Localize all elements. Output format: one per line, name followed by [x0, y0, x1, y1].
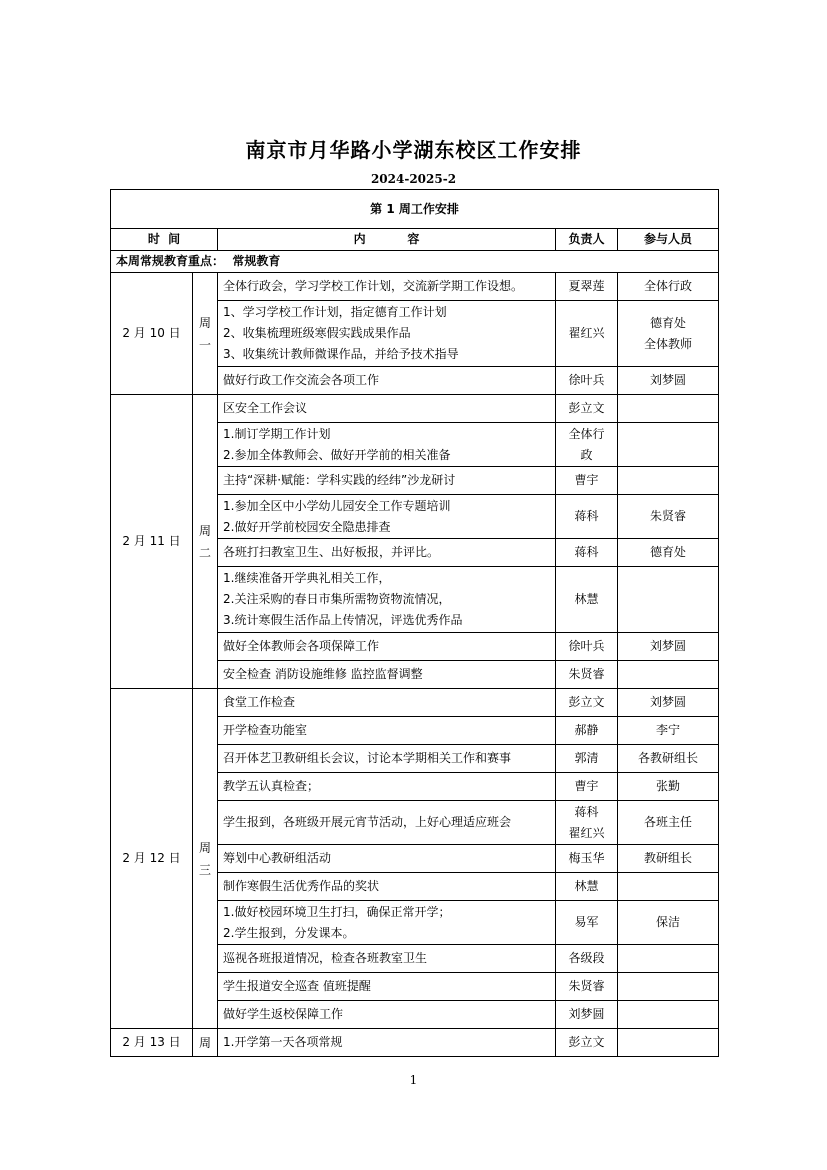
header-content: 内 容: [218, 229, 556, 251]
task-line: 2.学生报到，分发课本。: [223, 925, 355, 940]
task-content: [218, 717, 556, 745]
page-number: 1: [409, 1073, 418, 1087]
weekday: [193, 395, 218, 689]
weekday: [193, 273, 218, 395]
owner-line: 朱贤睿: [568, 667, 605, 681]
owner-line: 夏翠莲: [568, 279, 605, 293]
schedule-row: [111, 689, 719, 717]
task-line: 筹划中心教研组活动: [223, 851, 332, 865]
task-owner: [556, 633, 618, 661]
owner-line: 刘梦圆: [568, 1007, 605, 1021]
schedule-row: [111, 1029, 719, 1057]
day-date: 2 月 10 日: [111, 273, 193, 395]
page-title: 南京市月华路小学湖东校区工作安排: [245, 138, 582, 162]
task-owner: [556, 745, 618, 773]
task-participants: [618, 845, 719, 873]
owner-line: 郝静: [574, 723, 599, 737]
weekday: [193, 689, 218, 1029]
task-line: 1.开学第一天各项常规: [223, 1035, 343, 1049]
task-owner: [556, 301, 618, 367]
task-participants: [618, 423, 719, 467]
task-line: 食堂工作检查: [223, 695, 296, 709]
task-line: 3.统计寒假生活作品上传情况，评选优秀作品: [223, 613, 463, 627]
owner-line: 林慧: [574, 592, 599, 606]
task-owner: [556, 395, 618, 423]
task-content: [218, 745, 556, 773]
task-content: [218, 845, 556, 873]
task-line: 学生报道安全巡查 值班提醒: [223, 979, 371, 993]
task-content: [218, 495, 556, 539]
schedule-table: [110, 189, 719, 1057]
owner-line: 徐叶兵: [568, 373, 605, 387]
task-line: 教学五认真检查；: [223, 779, 320, 793]
task-owner: [556, 1029, 618, 1057]
task-participants: [618, 901, 719, 945]
owner-line: 彭立文: [568, 1035, 605, 1049]
participant-line: 张勤: [656, 779, 681, 793]
task-participants: [618, 717, 719, 745]
task-participants: [618, 689, 719, 717]
task-participants: [618, 873, 719, 901]
task-participants: [618, 567, 719, 633]
task-owner: [556, 273, 618, 301]
owner-line: 彭立文: [568, 695, 605, 709]
owner-line: 蒋科: [574, 509, 599, 523]
task-line: 安全检查 消防设施维修 监控监督调整: [223, 667, 423, 681]
task-owner: [556, 423, 618, 467]
weekday-char: 二: [198, 545, 211, 560]
task-content: [218, 973, 556, 1001]
participant-line: 保洁: [656, 915, 681, 929]
task-line: 主持“深耕·赋能：学科实践的经纬”沙龙研讨: [223, 473, 456, 487]
task-line: 1.制订学期工作计划: [223, 426, 331, 441]
task-content: [218, 873, 556, 901]
task-content: [218, 367, 556, 395]
task-content: [218, 423, 556, 467]
owner-line: 蒋科: [574, 545, 599, 559]
participant-line: 教研组长: [644, 851, 693, 865]
task-line: 2.参加全体教师会、做好开学前的相关准备: [223, 447, 451, 462]
task-owner: [556, 689, 618, 717]
task-participants: [618, 973, 719, 1001]
owner-line: 易军: [574, 915, 599, 929]
weekday-char: 周: [198, 1035, 211, 1050]
task-owner: [556, 873, 618, 901]
task-owner: [556, 901, 618, 945]
task-owner: [556, 945, 618, 973]
task-owner: [556, 495, 618, 539]
owner-line: 翟红兴: [568, 825, 605, 840]
task-owner: [556, 845, 618, 873]
task-content: [218, 773, 556, 801]
task-line: 制作寒假生活优秀作品的奖状: [223, 879, 380, 893]
task-participants: [618, 633, 719, 661]
owner-line: 梅玉华: [568, 851, 605, 865]
task-content: [218, 901, 556, 945]
task-participants: [618, 301, 719, 367]
owner-line: 全体行: [568, 426, 605, 441]
task-owner: [556, 567, 618, 633]
task-line: 1、学习学校工作计划，指定德育工作计划: [223, 305, 447, 319]
task-line: 全体行政会，学习学校工作计划，交流新学期工作设想。: [223, 279, 524, 293]
owner-line: 翟红兴: [568, 326, 605, 340]
task-line: 学生报到，各班级开展元宵节活动，上好心理适应班会: [223, 815, 512, 829]
task-owner: [556, 367, 618, 395]
task-participants: [618, 467, 719, 495]
task-line: 召开体艺卫教研组长会议，讨论本学期相关工作和赛事: [223, 751, 512, 765]
task-content: [218, 1001, 556, 1029]
owner-line: 政: [580, 447, 593, 462]
task-content: [218, 801, 556, 845]
weekday-char: 三: [198, 862, 211, 877]
task-line: 2.做好开学前校园安全隐患排查: [223, 519, 391, 534]
task-participants: [618, 801, 719, 845]
term-label: 2024-2025-2: [370, 172, 457, 186]
task-owner: [556, 801, 618, 845]
schedule-row: [111, 273, 719, 301]
participant-line: 李宁: [656, 723, 681, 737]
participant-line: 德育处: [650, 545, 687, 559]
weekday-char: 周: [198, 840, 211, 855]
header-participants: 参与人员: [618, 229, 719, 251]
task-participants: [618, 539, 719, 567]
day-date: 2 月 12 日: [111, 689, 193, 1029]
weekly-focus: 本周常规教育重点： 常规教育: [111, 251, 719, 273]
task-line: 区安全工作会议: [223, 401, 308, 415]
owner-line: 曹宇: [574, 473, 599, 487]
task-content: [218, 689, 556, 717]
task-participants: [618, 945, 719, 973]
task-line: 做好学生返校保障工作: [223, 1007, 344, 1021]
task-line: 开学检查功能室: [223, 723, 308, 737]
weekday-char: 周: [198, 523, 211, 538]
participant-line: 全体教师: [644, 336, 693, 351]
task-content: [218, 1029, 556, 1057]
task-content: [218, 395, 556, 423]
task-participants: [618, 367, 719, 395]
participant-line: 朱贤睿: [650, 509, 687, 523]
owner-line: 各级段: [568, 951, 605, 965]
task-participants: [618, 745, 719, 773]
task-participants: [618, 1001, 719, 1029]
task-line: 1.做好校园环境卫生打扫，确保正常开学；: [223, 904, 451, 919]
task-line: 1.参加全区中小学幼儿园安全工作专题培训: [223, 498, 451, 513]
task-line: 2.关注采购的春日市集所需物资物流情况，: [223, 592, 451, 606]
task-owner: [556, 773, 618, 801]
task-line: 1.继续准备开学典礼相关工作，: [223, 571, 391, 585]
task-line: 做好全体教师会各项保障工作: [223, 639, 380, 653]
task-owner: [556, 717, 618, 745]
task-owner: [556, 973, 618, 1001]
task-line: 各班打扫教室卫生、出好板报，并评比。: [223, 545, 440, 559]
participant-line: 各教研组长: [638, 751, 699, 765]
owner-line: 曹宇: [574, 779, 599, 793]
task-line: 3、收集统计教师微课作品，并给予技术指导: [223, 347, 459, 361]
task-owner: [556, 539, 618, 567]
task-content: [218, 273, 556, 301]
task-content: [218, 301, 556, 367]
weekday-char: 一: [198, 337, 211, 352]
weekday: [193, 1029, 218, 1057]
participant-line: 刘梦圆: [650, 639, 687, 653]
task-participants: [618, 773, 719, 801]
task-owner: [556, 467, 618, 495]
task-participants: [618, 395, 719, 423]
week-title: 第 1 周工作安排: [111, 190, 719, 229]
owner-line: 林慧: [574, 879, 599, 893]
owner-line: 彭立文: [568, 401, 605, 415]
owner-line: 蒋科: [574, 804, 599, 819]
task-content: [218, 539, 556, 567]
owner-line: 徐叶兵: [568, 639, 605, 653]
header-time: 时 间: [111, 229, 218, 251]
participant-line: 刘梦圆: [650, 695, 687, 709]
owner-line: 朱贤睿: [568, 979, 605, 993]
task-content: [218, 945, 556, 973]
task-participants: [618, 273, 719, 301]
task-content: [218, 467, 556, 495]
participant-line: 全体行政: [644, 279, 693, 293]
task-owner: [556, 1001, 618, 1029]
task-participants: [618, 661, 719, 689]
participant-line: 各班主任: [644, 815, 693, 829]
task-content: [218, 661, 556, 689]
day-date: 2 月 11 日: [111, 395, 193, 689]
weekday-char: 周: [198, 315, 211, 330]
task-participants: [618, 1029, 719, 1057]
task-line: 2、收集梳理班级寒假实践成果作品: [223, 326, 411, 340]
participant-line: 刘梦圆: [650, 373, 687, 387]
task-line: 巡视各班报道情况，检查各班教室卫生: [223, 951, 428, 965]
task-line: 做好行政工作交流会各项工作: [223, 373, 380, 387]
header-owner: 负责人: [556, 229, 618, 251]
owner-line: 郭清: [574, 751, 599, 765]
task-content: [218, 567, 556, 633]
task-participants: [618, 495, 719, 539]
task-content: [218, 633, 556, 661]
schedule-row: [111, 395, 719, 423]
day-date: 2 月 13 日: [111, 1029, 193, 1057]
task-owner: [556, 661, 618, 689]
participant-line: 德育处: [650, 315, 687, 330]
